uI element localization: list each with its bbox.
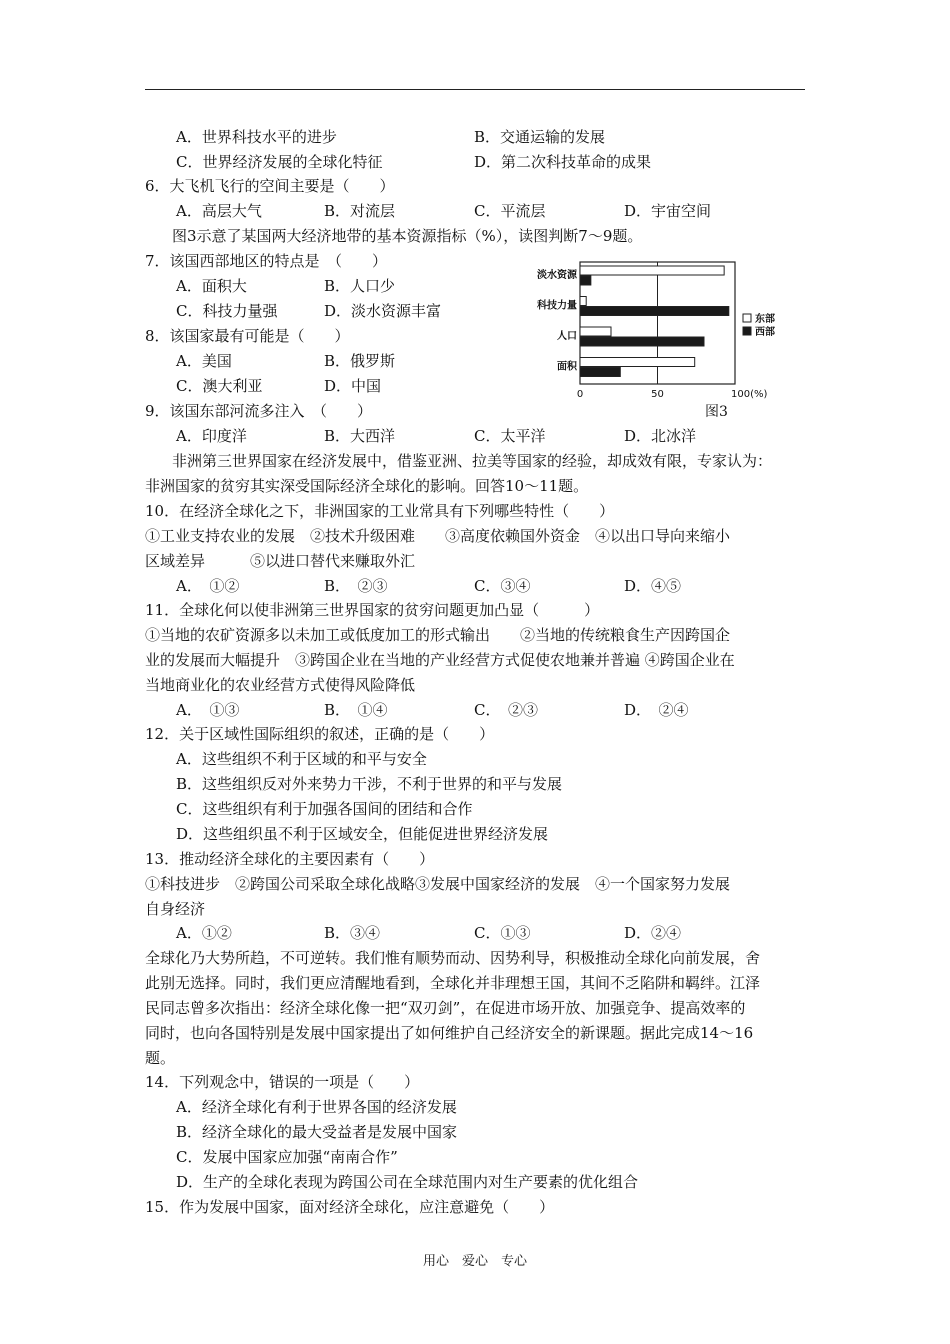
chart-category-label: 淡水资源 xyxy=(537,270,577,281)
intro-10-11-line-2: 非洲国家的贫穷其实深受国际经济全球化的影响。回答10～11题。 xyxy=(145,477,589,495)
chart-bar-west-1 xyxy=(580,307,729,316)
q7-option-c: C．科技力量强 xyxy=(176,302,278,320)
q10-stem: 10．在经济全球化之下，非洲国家的工业常具有下列哪些特性（ ） xyxy=(145,502,615,520)
q11-statement-line-2: 业的发展而大幅提升 ③跨国企业在当地的产业经营方式促使农地兼并普遍 ④跨国企业在 xyxy=(145,651,735,669)
intro-14-16-line-5: 题。 xyxy=(145,1049,176,1067)
q8-option-c: C．澳大利亚 xyxy=(176,377,263,395)
chart-legend-swatch xyxy=(743,314,751,322)
q6-option-c: C．平流层 xyxy=(474,202,546,220)
q10-option-a: A． ①② xyxy=(176,577,240,595)
chart-bar-west-0 xyxy=(580,276,591,285)
q9-option-d: D．北冰洋 xyxy=(624,427,697,445)
q5-option-b: B．交通运输的发展 xyxy=(474,128,606,146)
q10-statement-line-2: 区域差异 ⑤以进口替代来赚取外汇 xyxy=(145,552,416,570)
q5-option-c: C．世界经济发展的全球化特征 xyxy=(176,153,383,171)
q7-stem: 7．该国西部地区的特点是 （ ） xyxy=(145,252,388,270)
q15-stem: 15．作为发展中国家，面对经济全球化，应注意避免（ ） xyxy=(145,1198,555,1216)
q10-option-d: D．④⑤ xyxy=(624,577,682,595)
q14-option-b: B．经济全球化的最大受益者是发展中国家 xyxy=(176,1123,458,1141)
intro-10-11-line-1: 非洲第三世界国家在经济发展中，借鉴亚洲、拉美等国家的经验，却成效有限，专家认为： xyxy=(172,452,773,470)
q11-option-d: D． ②④ xyxy=(624,701,689,719)
chart-bar-west-3 xyxy=(580,368,620,377)
chart-bar-east-2 xyxy=(580,327,611,336)
q13-statement-line-1: ①科技进步 ②跨国公司采取全球化战略③发展中国家经济的发展 ④一个国家努力发展 xyxy=(145,875,731,893)
q12-option-c: C．这些组织有利于加强各国间的团结和合作 xyxy=(176,800,473,818)
q8-stem: 8．该国家最有可能是（ ） xyxy=(145,327,350,345)
chart-bar-east-1 xyxy=(580,297,586,306)
chart-category-label: 科技力量 xyxy=(537,300,577,312)
chart-bar-east-3 xyxy=(580,358,695,367)
q9-option-b: B．大西洋 xyxy=(324,427,396,445)
q11-option-a: A． ①③ xyxy=(176,701,240,719)
q5-option-d: D．第二次科技革命的成果 xyxy=(474,153,652,171)
q8-option-b: B．俄罗斯 xyxy=(324,352,396,370)
q13-option-c: C．①③ xyxy=(474,924,531,942)
q13-option-a: A．①② xyxy=(176,924,232,942)
chart-legend-label: 西部 xyxy=(755,327,775,338)
intro-14-16-line-4: 同时，也向各国特别是发展中国家提出了如何维护自己经济安全的新课题。据此完成14～16 xyxy=(145,1024,754,1042)
chart-legend-swatch xyxy=(743,327,751,335)
q13-option-d: D．②④ xyxy=(624,924,682,942)
q6-stem: 6．大飞机飞行的空间主要是（ ） xyxy=(145,177,395,195)
intro-14-16-line-3: 民同志曾多次指出：经济全球化像一把“双刃剑”，在促进市场开放、加强竞争、提高效率的 xyxy=(145,999,746,1017)
header-rule xyxy=(145,89,805,90)
q11-option-c: C． ②③ xyxy=(474,701,538,719)
q11-statement-line-1: ①当地的农矿资源多以未加工或低度加工的形式输出 ②当地的传统粮食生产因跨国企 xyxy=(145,626,731,644)
q7-option-d: D．淡水资源丰富 xyxy=(324,302,442,320)
chart-category-label: 人口 xyxy=(557,331,577,342)
q11-stem: 11．全球化何以使非洲第三世界国家的贫穷问题更加凸显（ ） xyxy=(145,601,600,619)
q11-option-b: B． ①④ xyxy=(324,701,388,719)
chart-tick-label: 50 xyxy=(651,389,664,400)
q13-option-b: B．③④ xyxy=(324,924,381,942)
q9-option-a: A．印度洋 xyxy=(176,427,247,445)
q10-option-c: C．③④ xyxy=(474,577,531,595)
q12-stem: 12．关于区域性国际组织的叙述，正确的是（ ） xyxy=(145,725,495,743)
intro-7-9: 图3示意了某国两大经济地带的基本资源指标（%），读图判断7～9题。 xyxy=(172,227,643,245)
q9-option-c: C．太平洋 xyxy=(474,427,546,445)
q13-statement-line-2: 自身经济 xyxy=(145,900,206,918)
q6-option-d: D．宇宙空间 xyxy=(624,202,712,220)
chart-legend-label: 东部 xyxy=(755,314,775,325)
q10-statement-line-1: ①工业支持农业的发展 ②技术升级困难 ③高度依赖国外资金 ④以出口导向来缩小 xyxy=(145,527,731,545)
chart-tick-label: 0 xyxy=(576,389,584,400)
chart-bar-east-0 xyxy=(580,266,724,275)
q8-option-a: A．美国 xyxy=(176,352,232,370)
q12-option-d: D．这些组织虽不利于区域安全，但能促进世界经济发展 xyxy=(176,825,549,843)
q12-option-b: B．这些组织反对外来势力干涉，不利于世界的和平与发展 xyxy=(176,775,563,793)
q5-option-a: A．世界科技水平的进步 xyxy=(176,128,337,146)
q12-option-a: A．这些组织不利于区域的和平与安全 xyxy=(176,750,427,768)
q11-statement-line-3: 当地商业化的农业经营方式使得风险降低 xyxy=(145,676,416,694)
q6-option-b: B．对流层 xyxy=(324,202,396,220)
q14-option-c: C．发展中国家应加强“南南合作” xyxy=(176,1148,398,1166)
chart-caption: 图3 xyxy=(705,404,728,420)
q7-option-a: A．面积大 xyxy=(176,277,247,295)
q8-option-d: D．中国 xyxy=(324,377,382,395)
q6-option-a: A．高层大气 xyxy=(176,202,262,220)
chart-category-label: 面积 xyxy=(557,361,577,373)
q14-option-a: A．经济全球化有利于世界各国的经济发展 xyxy=(176,1098,457,1116)
q7-option-b: B．人口少 xyxy=(324,277,396,295)
page-footer: 用心 爱心 专心 xyxy=(422,1254,527,1269)
chart-bar-west-2 xyxy=(580,337,704,346)
q10-option-b: B． ②③ xyxy=(324,577,388,595)
q14-stem: 14．下列观念中，错误的一项是（ ） xyxy=(145,1073,420,1091)
q9-stem: 9．该国东部河流多注入 （ ） xyxy=(145,402,373,420)
intro-14-16-line-2: 此别无选择。同时，我们更应清醒地看到，全球化并非理想王国，其间不乏陷阱和羁绊。江泽 xyxy=(145,974,761,992)
chart-tick-label: 100(%) xyxy=(731,389,768,400)
q13-stem: 13．推动经济全球化的主要因素有（ ） xyxy=(145,850,435,868)
q14-option-d: D．生产的全球化表现为跨国公司在全球范围内对生产要素的优化组合 xyxy=(176,1173,639,1191)
intro-14-16-line-1: 全球化乃大势所趋，不可逆转。我们惟有顺势而动、因势利导，积极推动全球化向前发展，舍 xyxy=(145,949,761,967)
figure-3-bar-chart xyxy=(525,258,825,420)
